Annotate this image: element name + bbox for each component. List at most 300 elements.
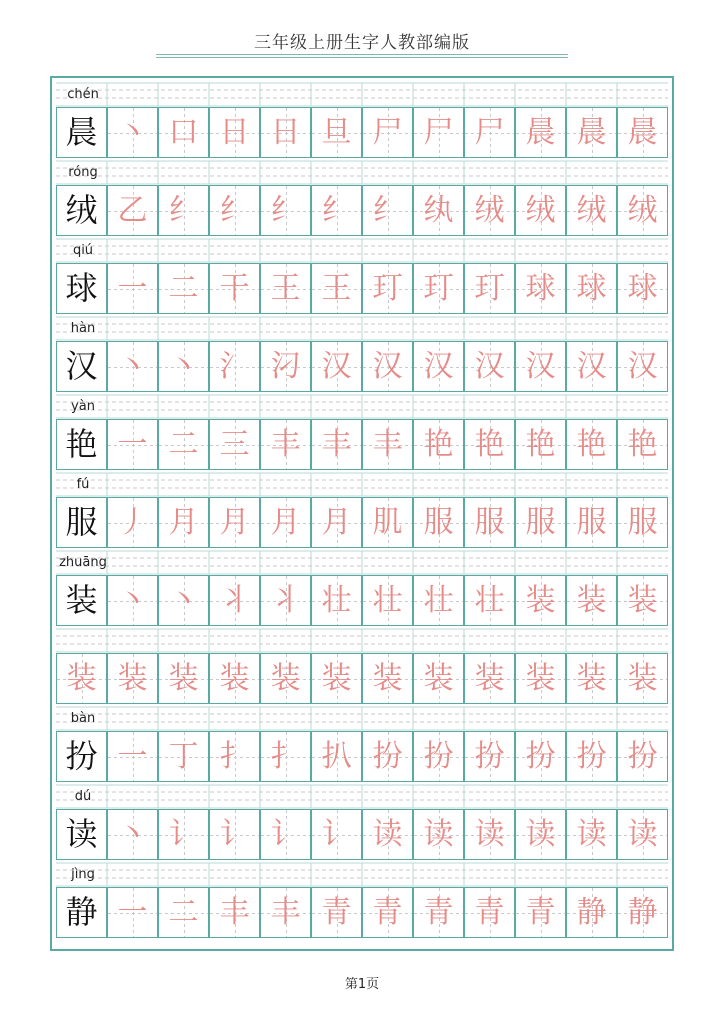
- trace-character-cell: [413, 575, 464, 626]
- trace-character-cell: [260, 107, 311, 158]
- practice-grid: [50, 76, 674, 951]
- stroke-step: 青: [321, 895, 352, 930]
- trace-character-cell: [158, 341, 209, 392]
- stroke-step: 静: [576, 895, 607, 930]
- stroke-step: 丬: [219, 583, 250, 618]
- stroke-step: 艳: [474, 427, 505, 462]
- trace-character-cell: [362, 731, 413, 782]
- stroke-step: 丰: [270, 427, 301, 462]
- cell-strip: [56, 107, 668, 158]
- stroke-step: 月: [321, 505, 352, 540]
- stroke-step: 丶: [168, 583, 199, 618]
- stroke-step: 读: [474, 817, 505, 852]
- model-character-cell: [56, 263, 107, 314]
- stroke-step: 纟: [168, 193, 199, 228]
- stroke-step: 装: [627, 583, 658, 618]
- stroke-step: 讠: [321, 817, 352, 852]
- cell-strip: [56, 575, 668, 626]
- trace-character-cell: [617, 263, 668, 314]
- stroke-step: 艳: [525, 427, 556, 462]
- stroke-step: 丰: [270, 895, 301, 930]
- trace-character-cell: [566, 419, 617, 470]
- trace-character-cell: [209, 731, 260, 782]
- stroke-step: 干: [219, 271, 250, 306]
- stroke-step: 纨: [423, 193, 454, 228]
- pinyin-strip: [56, 394, 668, 419]
- stroke-step: 艳: [423, 427, 454, 462]
- stroke-step: 扒: [321, 739, 352, 774]
- stroke-step: 丰: [219, 895, 250, 930]
- stroke-step: 球: [525, 271, 556, 306]
- pinyin-label: zhuāng: [59, 555, 107, 570]
- trace-character-cell: [107, 263, 158, 314]
- stroke-step: 三: [219, 427, 250, 462]
- stroke-step: 纟: [321, 193, 352, 228]
- trace-character-cell: [413, 887, 464, 938]
- cell-strip: [56, 809, 668, 860]
- trace-character-cell: [464, 653, 515, 704]
- trace-character-cell: [617, 653, 668, 704]
- stroke-step: 月: [270, 505, 301, 540]
- trace-character-cell: [311, 731, 362, 782]
- trace-character-cell: [362, 653, 413, 704]
- stroke-step: 肌: [372, 505, 403, 540]
- stroke-step: 纟: [270, 193, 301, 228]
- trace-character-cell: [260, 653, 311, 704]
- pinyin-label: chén: [67, 87, 99, 102]
- stroke-step: 二: [168, 271, 199, 306]
- stroke-step: 汉: [321, 349, 352, 384]
- trace-character-cell: [464, 263, 515, 314]
- stroke-step: 艳: [627, 427, 658, 462]
- model-character-cell: [56, 809, 107, 860]
- stroke-step: 一: [117, 271, 148, 306]
- trace-character-cell: [260, 887, 311, 938]
- stroke-step: 丶: [117, 583, 148, 618]
- trace-character-cell: [158, 575, 209, 626]
- stroke-step: 装: [66, 661, 97, 696]
- stroke-step: 读: [372, 817, 403, 852]
- trace-character-cell: [566, 653, 617, 704]
- stroke-step: 装: [474, 661, 505, 696]
- stroke-step: 晨: [576, 115, 607, 150]
- stroke-step: 一: [117, 895, 148, 930]
- trace-character-cell: [413, 653, 464, 704]
- character-row: [56, 628, 668, 706]
- stroke-step: 尸: [474, 115, 505, 150]
- trace-character-cell: [515, 887, 566, 938]
- pinyin-strip: [56, 316, 668, 341]
- model-character: 球: [65, 269, 98, 307]
- trace-character-cell: [515, 419, 566, 470]
- trace-character-cell: [617, 419, 668, 470]
- trace-character-cell: [260, 419, 311, 470]
- stroke-step: 服: [525, 505, 556, 540]
- trace-character-cell: [107, 497, 158, 548]
- character-row: [56, 160, 668, 238]
- trace-character-cell: [464, 731, 515, 782]
- pinyin-label: fú: [76, 477, 90, 492]
- trace-character-cell: [413, 263, 464, 314]
- stroke-step: 壮: [474, 583, 505, 618]
- model-character: 静: [65, 893, 98, 931]
- stroke-step: 青: [372, 895, 403, 930]
- stroke-step: 扮: [525, 739, 556, 774]
- pinyin-strip: [56, 472, 668, 497]
- trace-character-cell: [362, 497, 413, 548]
- trace-character-cell: [107, 653, 158, 704]
- stroke-step: 青: [423, 895, 454, 930]
- stroke-step: 服: [576, 505, 607, 540]
- trace-character-cell: [617, 497, 668, 548]
- trace-character-cell: [209, 341, 260, 392]
- pinyin-strip: [56, 550, 668, 575]
- cell-strip: [56, 419, 668, 470]
- stroke-step: 口: [168, 115, 199, 150]
- trace-character-cell: [209, 185, 260, 236]
- trace-character-cell: [260, 731, 311, 782]
- trace-character-cell: [464, 809, 515, 860]
- stroke-step: 丶: [117, 817, 148, 852]
- trace-character-cell: [413, 185, 464, 236]
- stroke-step: 服: [474, 505, 505, 540]
- stroke-step: 乙: [117, 193, 148, 228]
- character-row: [56, 394, 668, 472]
- trace-character-cell: [158, 419, 209, 470]
- trace-character-cell: [107, 419, 158, 470]
- trace-character-cell: [311, 419, 362, 470]
- stroke-step: 日: [219, 115, 250, 150]
- pinyin-strip: [56, 784, 668, 809]
- trace-character-cell: [362, 185, 413, 236]
- stroke-step: 静: [627, 895, 658, 930]
- stroke-step: 晨: [627, 115, 658, 150]
- stroke-step: 日: [270, 115, 301, 150]
- stroke-step: 扌: [270, 739, 301, 774]
- pinyin-label: yàn: [71, 399, 95, 414]
- trace-character-cell: [311, 809, 362, 860]
- stroke-step: 尸: [372, 115, 403, 150]
- stroke-step: 装: [576, 583, 607, 618]
- character-row: [56, 784, 668, 862]
- trace-character-cell: [107, 341, 158, 392]
- trace-character-cell: [362, 263, 413, 314]
- stroke-step: 装: [270, 661, 301, 696]
- trace-character-cell: [209, 575, 260, 626]
- pinyin-strip: [56, 82, 668, 107]
- stroke-step: 讠: [168, 817, 199, 852]
- stroke-step: 扮: [627, 739, 658, 774]
- stroke-step: 一: [117, 739, 148, 774]
- stroke-step: 丶: [117, 115, 148, 150]
- trace-character-cell: [617, 809, 668, 860]
- pinyin-label: bàn: [70, 711, 96, 726]
- stroke-step: 装: [576, 661, 607, 696]
- trace-character-cell: [311, 497, 362, 548]
- character-row: [56, 238, 668, 316]
- stroke-step: 王: [321, 271, 352, 306]
- trace-character-cell: [515, 731, 566, 782]
- trace-character-cell: [413, 341, 464, 392]
- trace-character-cell: [413, 419, 464, 470]
- stroke-step: 装: [117, 661, 148, 696]
- trace-character-cell: [515, 107, 566, 158]
- stroke-step: 玎: [372, 271, 403, 306]
- trace-character-cell: [209, 497, 260, 548]
- trace-character-cell: [566, 809, 617, 860]
- stroke-step: 绒: [576, 193, 607, 228]
- trace-character-cell: [260, 341, 311, 392]
- stroke-step: 读: [525, 817, 556, 852]
- model-character-cell: [56, 107, 107, 158]
- trace-character-cell: [617, 185, 668, 236]
- trace-character-cell: [362, 575, 413, 626]
- trace-character-cell: [362, 419, 413, 470]
- trace-character-cell: [158, 107, 209, 158]
- stroke-step: 纟: [219, 193, 250, 228]
- trace-character-cell: [362, 887, 413, 938]
- trace-character-cell: [56, 653, 107, 704]
- pinyin-strip: [56, 862, 668, 887]
- trace-character-cell: [464, 575, 515, 626]
- trace-character-cell: [413, 731, 464, 782]
- trace-character-cell: [107, 107, 158, 158]
- stroke-step: 壮: [372, 583, 403, 618]
- character-row: [56, 706, 668, 784]
- stroke-step: 装: [423, 661, 454, 696]
- stroke-step: 丰: [372, 427, 403, 462]
- model-character-cell: [56, 575, 107, 626]
- trace-character-cell: [464, 419, 515, 470]
- stroke-step: 服: [627, 505, 658, 540]
- stroke-step: 丬: [270, 583, 301, 618]
- pinyin-strip: [56, 238, 668, 263]
- stroke-step: 讠: [270, 817, 301, 852]
- trace-character-cell: [413, 809, 464, 860]
- trace-character-cell: [209, 887, 260, 938]
- model-character-cell: [56, 497, 107, 548]
- stroke-step: 玎: [474, 271, 505, 306]
- trace-character-cell: [515, 263, 566, 314]
- stroke-step: 纟: [372, 193, 403, 228]
- model-character-cell: [56, 185, 107, 236]
- trace-character-cell: [566, 497, 617, 548]
- stroke-step: 氵: [219, 349, 250, 384]
- trace-character-cell: [107, 809, 158, 860]
- trace-character-cell: [566, 731, 617, 782]
- stroke-step: 丶: [168, 349, 199, 384]
- model-character-cell: [56, 887, 107, 938]
- trace-character-cell: [158, 185, 209, 236]
- cell-strip: [56, 185, 668, 236]
- stroke-step: 绒: [474, 193, 505, 228]
- page-title: 三年级上册生字人教部编版: [254, 33, 470, 53]
- stroke-step: 玎: [423, 271, 454, 306]
- stroke-step: 读: [627, 817, 658, 852]
- trace-character-cell: [158, 809, 209, 860]
- stroke-step: 装: [168, 661, 199, 696]
- trace-character-cell: [617, 887, 668, 938]
- trace-character-cell: [107, 887, 158, 938]
- trace-character-cell: [260, 263, 311, 314]
- pinyin-strip: [56, 628, 668, 653]
- stroke-step: 二: [168, 427, 199, 462]
- stroke-step: 扮: [474, 739, 505, 774]
- stroke-step: 绒: [525, 193, 556, 228]
- stroke-step: 青: [525, 895, 556, 930]
- trace-character-cell: [158, 887, 209, 938]
- stroke-step: 扌: [219, 739, 250, 774]
- trace-character-cell: [209, 107, 260, 158]
- stroke-step: 一: [117, 427, 148, 462]
- trace-character-cell: [107, 575, 158, 626]
- stroke-step: 装: [321, 661, 352, 696]
- stroke-step: 绒: [627, 193, 658, 228]
- trace-character-cell: [464, 887, 515, 938]
- trace-character-cell: [617, 107, 668, 158]
- page-number: 第1页: [344, 977, 380, 992]
- stroke-step: 读: [576, 817, 607, 852]
- trace-character-cell: [413, 497, 464, 548]
- stroke-step: 丿: [117, 505, 148, 540]
- trace-character-cell: [107, 731, 158, 782]
- character-row: [56, 472, 668, 550]
- stroke-step: 装: [525, 661, 556, 696]
- stroke-step: 汉: [576, 349, 607, 384]
- trace-character-cell: [158, 731, 209, 782]
- stroke-step: 艳: [576, 427, 607, 462]
- trace-character-cell: [566, 107, 617, 158]
- stroke-step: 扮: [576, 739, 607, 774]
- stroke-step: 扮: [372, 739, 403, 774]
- trace-character-cell: [362, 809, 413, 860]
- stroke-step: 汉: [627, 349, 658, 384]
- model-character: 读: [65, 815, 98, 853]
- trace-character-cell: [311, 653, 362, 704]
- trace-character-cell: [515, 341, 566, 392]
- stroke-step: 王: [270, 271, 301, 306]
- model-character-cell: [56, 731, 107, 782]
- trace-character-cell: [413, 107, 464, 158]
- title-underline-top: [156, 54, 568, 55]
- stroke-step: 服: [423, 505, 454, 540]
- trace-character-cell: [464, 185, 515, 236]
- pinyin-strip: [56, 706, 668, 731]
- stroke-step: 晨: [525, 115, 556, 150]
- stroke-step: 汈: [270, 349, 301, 384]
- trace-character-cell: [617, 341, 668, 392]
- trace-character-cell: [566, 575, 617, 626]
- trace-character-cell: [311, 107, 362, 158]
- trace-character-cell: [260, 497, 311, 548]
- stroke-step: 壮: [423, 583, 454, 618]
- pinyin-strip: [56, 160, 668, 185]
- model-character: 汉: [65, 347, 98, 385]
- trace-character-cell: [515, 809, 566, 860]
- pinyin-label: hàn: [70, 321, 96, 336]
- trace-character-cell: [464, 107, 515, 158]
- stroke-step: 读: [423, 817, 454, 852]
- stroke-step: 丁: [168, 739, 199, 774]
- cell-strip: [56, 497, 668, 548]
- trace-character-cell: [158, 653, 209, 704]
- trace-character-cell: [362, 107, 413, 158]
- stroke-step: 扮: [423, 739, 454, 774]
- cell-strip: [56, 731, 668, 782]
- stroke-step: 装: [219, 661, 250, 696]
- cell-strip: [56, 263, 668, 314]
- trace-character-cell: [566, 341, 617, 392]
- pinyin-label: qiú: [72, 243, 94, 258]
- model-character: 艳: [65, 425, 98, 463]
- model-character-cell: [56, 419, 107, 470]
- trace-character-cell: [260, 809, 311, 860]
- stroke-step: 汉: [372, 349, 403, 384]
- stroke-step: 汉: [474, 349, 505, 384]
- cell-strip: [56, 887, 668, 938]
- stroke-step: 壮: [321, 583, 352, 618]
- stroke-step: 球: [627, 271, 658, 306]
- cell-strip: [56, 653, 668, 704]
- character-row: [56, 82, 668, 160]
- pinyin-label: jìng: [71, 867, 95, 882]
- stroke-step: 装: [525, 583, 556, 618]
- model-character: 晨: [65, 113, 98, 151]
- pinyin-label: dú: [74, 789, 92, 804]
- model-character: 服: [65, 503, 98, 541]
- model-character-cell: [56, 341, 107, 392]
- trace-character-cell: [617, 731, 668, 782]
- trace-character-cell: [566, 185, 617, 236]
- trace-character-cell: [515, 575, 566, 626]
- character-row: [56, 316, 668, 394]
- trace-character-cell: [515, 497, 566, 548]
- stroke-step: 汉: [525, 349, 556, 384]
- pinyin-label: róng: [68, 165, 98, 180]
- trace-character-cell: [260, 185, 311, 236]
- trace-character-cell: [515, 653, 566, 704]
- trace-character-cell: [362, 341, 413, 392]
- trace-character-cell: [209, 653, 260, 704]
- stroke-step: 球: [576, 271, 607, 306]
- trace-character-cell: [209, 419, 260, 470]
- trace-character-cell: [566, 887, 617, 938]
- title-underline-bottom: [156, 57, 568, 58]
- trace-character-cell: [209, 809, 260, 860]
- trace-character-cell: [515, 185, 566, 236]
- trace-character-cell: [311, 263, 362, 314]
- trace-character-cell: [158, 263, 209, 314]
- character-row: [56, 862, 668, 940]
- stroke-step: 旦: [321, 115, 352, 150]
- model-character: 绒: [65, 191, 98, 229]
- model-character: 装: [65, 581, 98, 619]
- trace-character-cell: [107, 185, 158, 236]
- trace-character-cell: [311, 887, 362, 938]
- model-character: 扮: [65, 737, 98, 775]
- trace-character-cell: [311, 185, 362, 236]
- stroke-step: 月: [219, 505, 250, 540]
- trace-character-cell: [311, 575, 362, 626]
- stroke-step: 青: [474, 895, 505, 930]
- trace-character-cell: [464, 341, 515, 392]
- trace-character-cell: [566, 263, 617, 314]
- stroke-step: 讠: [219, 817, 250, 852]
- trace-character-cell: [311, 341, 362, 392]
- stroke-step: 尸: [423, 115, 454, 150]
- stroke-step: 丶: [117, 349, 148, 384]
- pinyin-label: [56, 628, 110, 653]
